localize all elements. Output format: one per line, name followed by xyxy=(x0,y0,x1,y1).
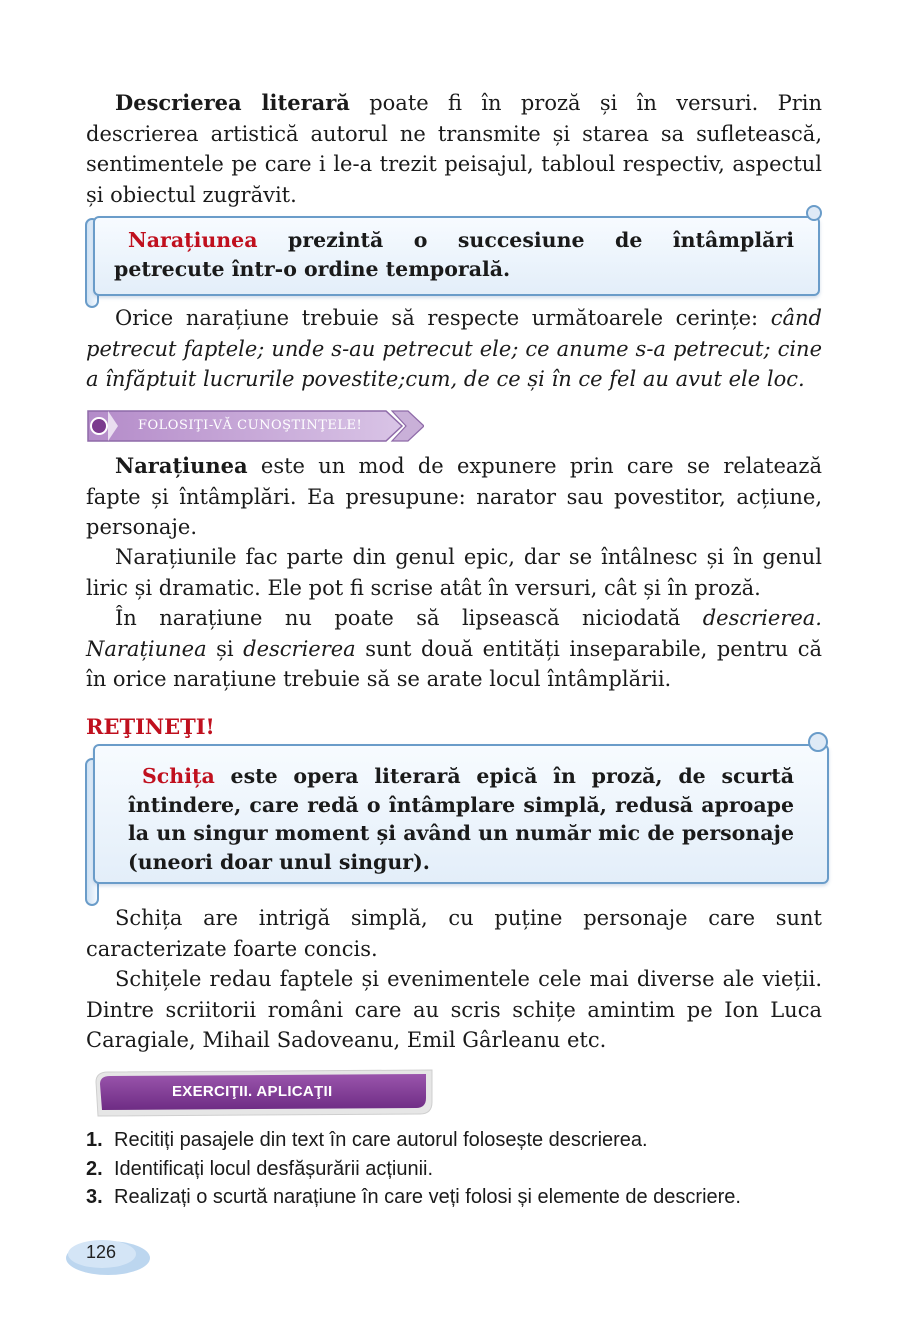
paragraph-schite-scriitori: Schițele redau faptele și evenimentele cele mai diverse ale vieții. Dintre scriitorii români care au scris schițe amintim pe Ion Luca Caragiale, Mihail Sadoveanu, Emil Gârleanu etc. xyxy=(86,967,822,1052)
definition-body: prezintă o succesiune de întâmplări petrecute într-o ordine temporală. xyxy=(114,228,794,281)
paragraph-cerinte xyxy=(86,303,822,395)
term-naratiunea-bold: Narațiunea xyxy=(115,453,248,478)
term-schita: Schița xyxy=(142,764,215,788)
exercise-item xyxy=(86,1155,822,1184)
retineti-heading: REŢINEŢI! xyxy=(86,714,215,739)
paragraph-genuri: Narațiunile fac parte din genul epic, dar se întâlnesc și în genul liric și dramatic. Ele pot fi scrise atât în versuri, cât și în proză. xyxy=(86,545,822,600)
paragraph-text: poate fi în proză și în versuri. Prin descrierea artistică autorul ne transmite și starea sa sufletească, sentimentele pe care i le-a trezit peisajul, tabloul respectiv, aspectul și obiectul zugrăvit. xyxy=(86,91,822,207)
folositi-banner xyxy=(86,409,424,443)
definition-body: este opera literară epică în proză, de scurtă întindere, care redă o întâmplare simplă, redusă aproape la un singur moment și având un număr mic de personaje (uneori doar unul singur). xyxy=(128,764,794,874)
exercise-number: 3. xyxy=(86,1186,103,1208)
scroll-curl-right xyxy=(806,205,822,221)
paragraph-descrierea xyxy=(86,88,822,210)
paragraph-schita-intriga: Schița are intrigă simplă, cu puține personaje care sunt caracterizate foarte concis. xyxy=(86,906,822,961)
folositi-label: FOLOSIŢI-VĂ CUNOŞTINŢELE! xyxy=(138,418,363,433)
exercitii-label: EXERCIŢII. APLICAŢII xyxy=(172,1083,333,1100)
exercise-text: Realizați o scurtă narațiune în care veți folosi și elemente de descriere. xyxy=(114,1186,741,1208)
paragraph-italic: descrierea. Narațiunea xyxy=(86,606,822,661)
paragraph-naratiunea xyxy=(86,451,822,543)
exercise-list xyxy=(86,1126,822,1212)
scroll-curl-right xyxy=(808,732,828,752)
exercise-text: Recitiți pasajele din text în care autorul folosește descrierea. xyxy=(114,1129,648,1151)
term-descrierea-literara: Descrierea literară xyxy=(115,90,350,115)
definition-text xyxy=(128,762,794,876)
paragraph-text: și xyxy=(206,636,244,661)
page-number: 126 xyxy=(85,1242,117,1262)
paragraph-italic: când petrecut faptele; unde s-au petrecut ele; ce anume s-a petrecut; cine a înfăptuit lucrurile povestite;cum, de ce și în ce fel au avut ele loc. xyxy=(86,306,822,391)
exercise-item xyxy=(86,1126,822,1155)
exercise-text: Identificați locul desfășurării acțiunii. xyxy=(114,1157,434,1180)
paragraph-descriere-inseparabila xyxy=(86,603,822,695)
term-naratiunea: Narațiunea xyxy=(128,228,258,252)
exercise-number: 1. xyxy=(86,1129,103,1151)
paragraph-text: este un mod de expunere prin care se relatează fapte și întâmplări. Ea presupune: narator sau povestitor, acțiune, personaje. xyxy=(86,454,822,539)
exercitii-banner xyxy=(94,1068,436,1118)
paragraph-text: În narațiune nu poate să lipsească niciodată xyxy=(115,606,703,630)
definition-text xyxy=(114,226,794,283)
paragraph-italic: descrierea xyxy=(243,636,356,661)
paragraph-text: sunt două entități inseparabile, pentru că în orice narațiune trebuie să se arate locul întâmplării. xyxy=(86,636,823,691)
page-number-badge xyxy=(66,1236,152,1278)
paragraph-text: Orice narațiune trebuie să respecte următoarele cerințe: xyxy=(115,306,771,330)
exercise-number: 2. xyxy=(86,1157,103,1180)
exercise-item xyxy=(86,1183,822,1212)
